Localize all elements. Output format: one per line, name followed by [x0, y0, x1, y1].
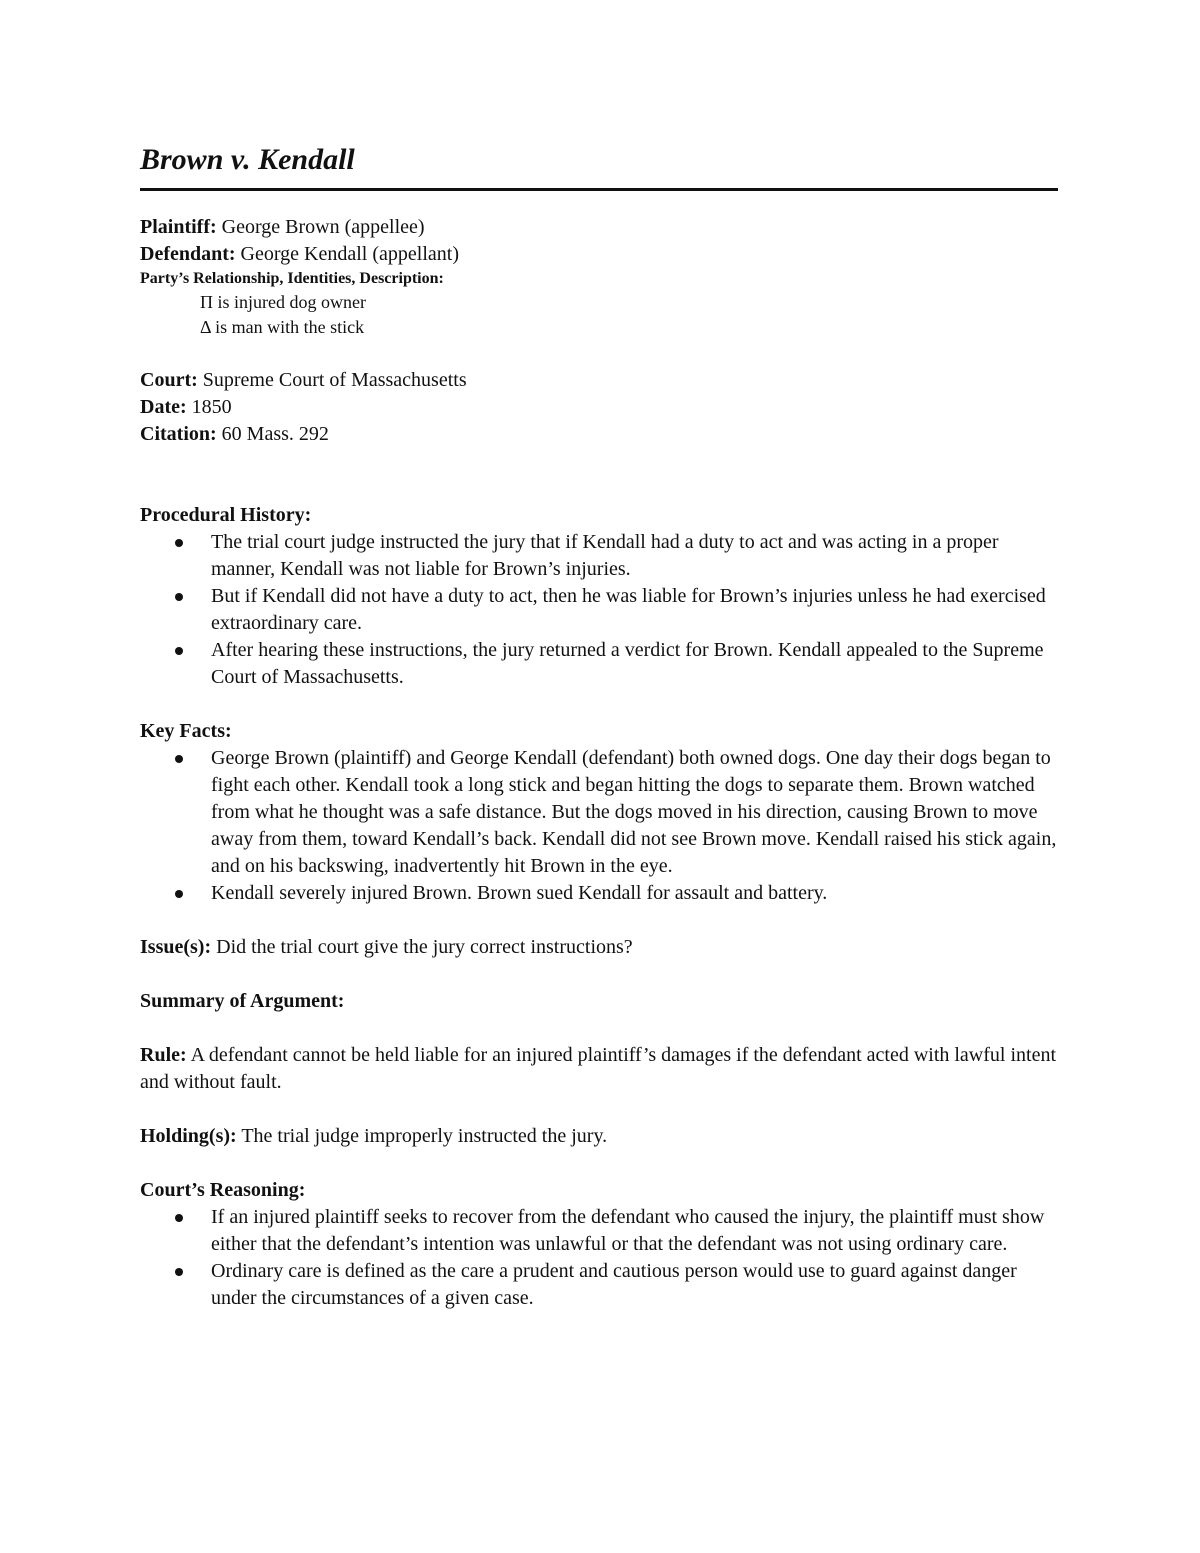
- rule-line: [140, 1042, 1060, 1096]
- court-label: Court:: [140, 369, 198, 391]
- date-label: Date:: [140, 396, 187, 418]
- list-item-text: But if Kendall did not have a duty to act, then he was liable for Brown’s injuries unless he had exercised extraordinary care.: [211, 585, 1046, 634]
- issue-label: Issue(s):: [140, 936, 212, 958]
- list-item-text: Ordinary care is defined as the care a prudent and cautious person would use to guard against danger under the circumstances of a given case.: [211, 1260, 1017, 1309]
- defendant-label: Defendant:: [140, 243, 236, 265]
- list-item-text: The trial court judge instructed the jury that if Kendall had a duty to act and was acting in a proper manner, Kendall was not liable for Brown’s injuries.: [211, 531, 999, 580]
- key-facts-list: [140, 745, 1060, 907]
- list-item: [140, 745, 1060, 880]
- spacer: [140, 1015, 1060, 1042]
- defendant-value: George Kendall (appellant): [240, 243, 459, 265]
- spacer: [140, 340, 1060, 367]
- holding-value: The trial judge improperly instructed the jury.: [241, 1125, 608, 1147]
- key-facts-heading: [140, 718, 1060, 745]
- holding-label: Holding(s):: [140, 1125, 237, 1147]
- list-item: [140, 637, 1060, 691]
- reasoning-label: Court’s Reasoning:: [140, 1179, 306, 1201]
- citation-value: 60 Mass. 292: [221, 423, 329, 445]
- citation-label: Citation:: [140, 423, 217, 445]
- relationship-item: Δ is man with the stick: [200, 317, 365, 337]
- defendant-line: [140, 241, 1060, 268]
- bullet-icon: [175, 1268, 183, 1276]
- summary-label: Summary of Argument:: [140, 990, 345, 1012]
- court-value: Supreme Court of Massachusetts: [202, 369, 467, 391]
- reasoning-heading: [140, 1177, 1060, 1204]
- list-item: [140, 529, 1060, 583]
- rule-label: Rule:: [140, 1044, 187, 1066]
- spacer: [140, 691, 1060, 718]
- citation-line: [140, 421, 1060, 448]
- spacer: [140, 961, 1060, 988]
- case-brief-body: [140, 214, 1060, 1312]
- list-item: [140, 1258, 1060, 1312]
- rule-value: A defendant cannot be held liable for an injured plaintiff’s damages if the defendant acted with lawful intent and without fault.: [140, 1044, 1057, 1093]
- list-item-text: If an injured plaintiff seeks to recover from the defendant who caused the injury, the plaintiff must show either that the defendant’s intention was unlawful or that the defendant was not using ordinary care.: [211, 1206, 1045, 1255]
- plaintiff-value: George Brown (appellee): [221, 216, 425, 238]
- spacer: [140, 907, 1060, 934]
- bullet-icon: [175, 1214, 183, 1222]
- reasoning-list: [140, 1204, 1060, 1312]
- list-item: [140, 1204, 1060, 1258]
- issue-value: Did the trial court give the jury correct instructions?: [216, 936, 633, 958]
- list-item: [140, 880, 1060, 907]
- date-line: [140, 394, 1060, 421]
- plaintiff-line: [140, 214, 1060, 241]
- bullet-icon: [175, 890, 183, 898]
- list-item: [140, 583, 1060, 637]
- bullet-icon: [175, 593, 183, 601]
- plaintiff-label: Plaintiff:: [140, 216, 217, 238]
- spacer: [140, 1150, 1060, 1177]
- bullet-icon: [175, 647, 183, 655]
- summary-heading: [140, 988, 1060, 1015]
- procedural-history-list: [140, 529, 1060, 691]
- spacer: [140, 1096, 1060, 1123]
- spacer: [140, 448, 1060, 502]
- procedural-history-label: Procedural History:: [140, 504, 312, 526]
- relationship-heading: Party’s Relationship, Identities, Description:: [140, 270, 444, 287]
- bullet-icon: [175, 755, 183, 763]
- bullet-icon: [175, 539, 183, 547]
- procedural-history-heading: [140, 502, 1060, 529]
- issue-line: [140, 934, 1060, 961]
- title-divider: [140, 188, 1058, 191]
- list-item-text: After hearing these instructions, the jury returned a verdict for Brown. Kendall appealed to the Supreme Court of Massachusetts.: [211, 639, 1044, 688]
- list-item-text: George Brown (plaintiff) and George Kendall (defendant) both owned dogs. One day their dogs began to fight each other. Kendall took a long stick and began hitting the dogs to separate them. Brown watched from what he thought was a safe distance. But the dogs moved in his direction, causing Brown to move away from them, toward Kendall’s back. Kendall did not see Brown move. Kendall raised his stick again, and on his backswing, inadvertently hit Brown in the eye.: [211, 747, 1057, 877]
- court-line: [140, 367, 1060, 394]
- case-title: Brown v. Kendall: [140, 143, 355, 176]
- holding-line: [140, 1123, 1060, 1150]
- list-item-text: Kendall severely injured Brown. Brown sued Kendall for assault and battery.: [211, 882, 828, 904]
- relationship-item: Π is injured dog owner: [200, 292, 366, 312]
- date-value: 1850: [191, 396, 232, 418]
- key-facts-label: Key Facts:: [140, 720, 232, 742]
